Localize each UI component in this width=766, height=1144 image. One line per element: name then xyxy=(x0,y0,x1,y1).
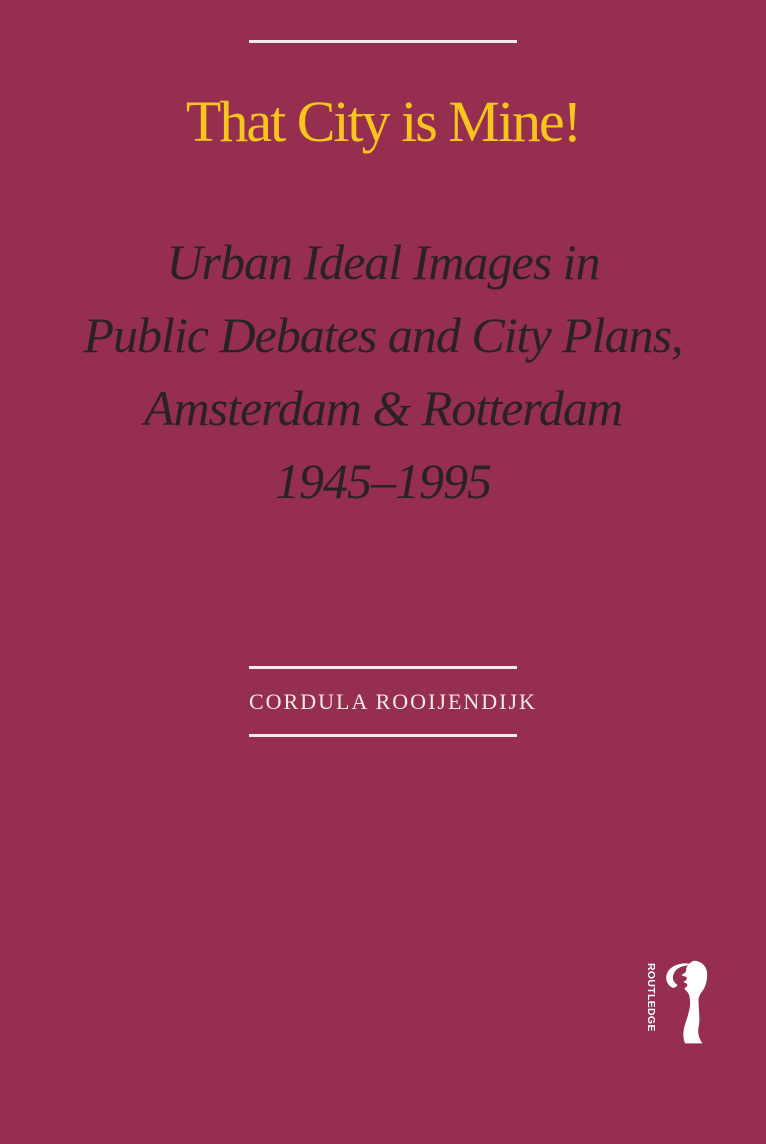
top-rule xyxy=(249,40,517,43)
subtitle-line: 1945–1995 xyxy=(275,453,491,509)
book-subtitle xyxy=(0,226,766,518)
author-block xyxy=(249,666,537,737)
book-title: That City is Mine! xyxy=(185,89,581,154)
author-rule-bottom xyxy=(249,734,517,737)
subtitle-line: Amsterdam & Rotterdam xyxy=(143,380,623,436)
routledge-wordmark-text: ROUTLEDGE xyxy=(645,963,657,1032)
routledge-logo xyxy=(644,958,712,1050)
routledge-wordmark xyxy=(644,963,659,1043)
routledge-r-face-icon xyxy=(662,958,712,1048)
subtitle-line: Public Debates and City Plans, xyxy=(83,307,683,363)
subtitle-line: Urban Ideal Images in xyxy=(166,234,600,290)
author-name: CORDULA ROOIJENDIJK xyxy=(249,689,537,714)
